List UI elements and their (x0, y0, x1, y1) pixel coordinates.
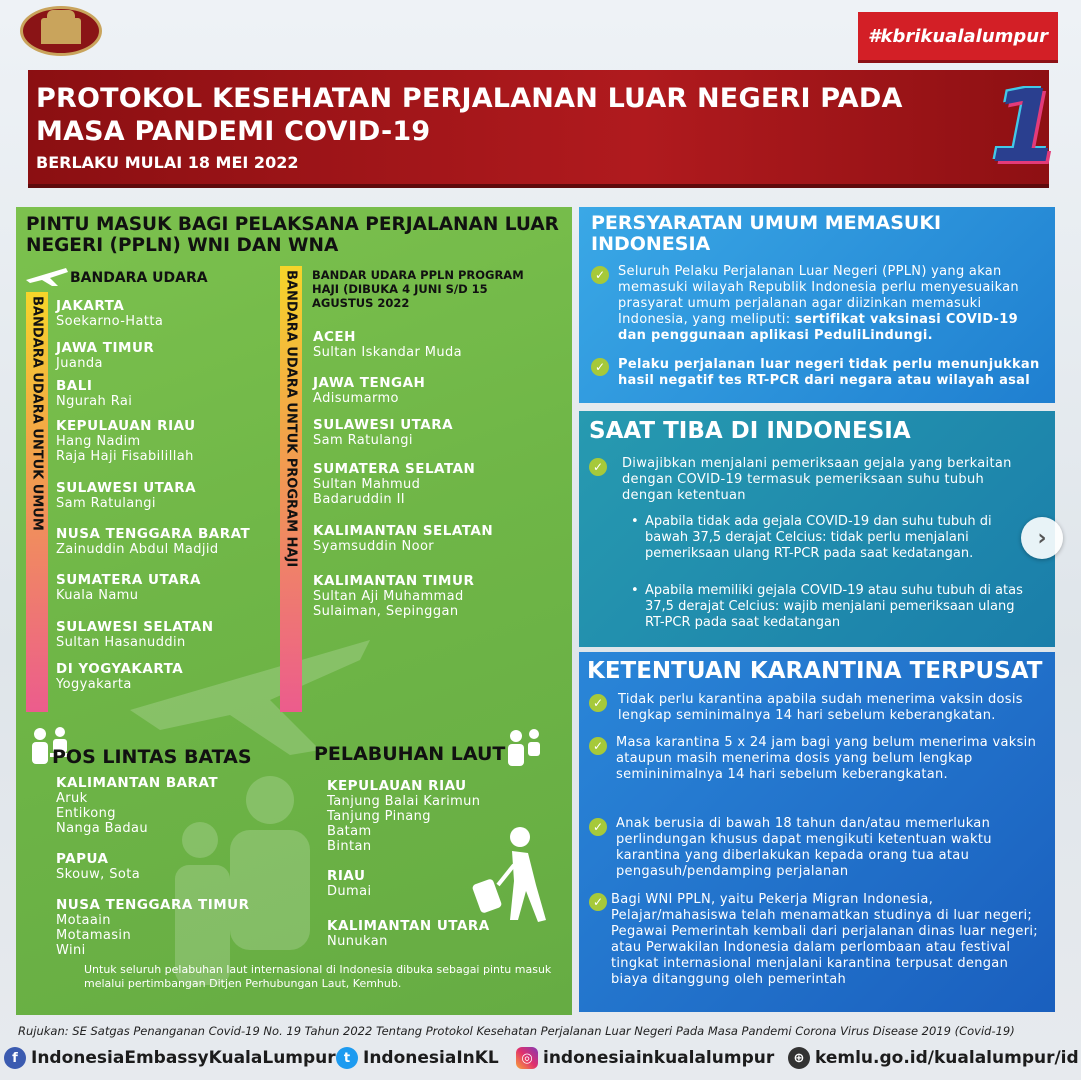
airport-entry (56, 298, 163, 329)
location-region: PAPUA (56, 851, 109, 867)
location-region: NUSA TENGGARA BARAT (56, 526, 251, 542)
location-name: Soekarno-Hatta (56, 314, 164, 329)
page-subtitle: BERLAKU MULAI 18 MEI 2022 (36, 153, 299, 172)
location-name: Hang Nadim Raja Haji Fisabilillah (56, 434, 194, 464)
airports-heading: BANDARA UDARA (70, 270, 208, 286)
hajj-airports-heading: BANDAR UDARA PPLN PROGRAM HAJI (DIBUKA 4 JUNI S/D 15 AGUSTUS 2022 (312, 268, 524, 310)
check-icon: ✓ (589, 893, 607, 911)
chevron-right-icon[interactable]: › (1021, 517, 1063, 559)
location-region: JAWA TIMUR (56, 340, 155, 356)
location-name: Skouw, Sota (56, 867, 141, 882)
location-region: RIAU (327, 868, 366, 884)
seaport-note: Untuk seluruh pelabuhan laut internasional di Indonesia dibuka sebagai pintu masuk melalui pertimbangan Ditjen Perhubungan Laut, Kemhub. (84, 963, 552, 990)
location-region: SUMATERA SELATAN (313, 461, 476, 477)
location-region: JAWA TENGAH (313, 375, 426, 391)
quarantine-title: KETENTUAN KARANTINA TERPUSAT (587, 658, 1043, 684)
location-region: KALIMANTAN UTARA (327, 918, 490, 934)
reference-note: Rujukan: SE Satgas Penanganan Covid-19 No. 19 Tahun 2022 Tentang Protokol Kesehatan Perjalanan Luar Negeri Pada Masa Pandemi Corona Virus Disease 2019 (Covid-19) (18, 1024, 1015, 1038)
location-name: Juanda (56, 356, 103, 371)
walking-traveler-icon (470, 825, 550, 925)
page-title: PROTOKOL KESEHATAN PERJALANAN LUAR NEGERI PADA MASA PANDEMI COVID-19 (36, 83, 903, 147)
arrival-title: SAAT TIBA DI INDONESIA (589, 418, 911, 444)
seaport-entry (327, 918, 490, 949)
general-requirement-2: Pelaku perjalanan luar negeri tidak perlu menunjukkan hasil negatif tes RT-PCR dari negara atau wilayah asal (618, 357, 1040, 388)
airport-entry (56, 418, 196, 464)
arrival-bullet-2: • Apabila memiliki gejala COVID-19 atau suhu tubuh di atas 37,5 derajat Celcius: wajib menjalani pemeriksaan ulang RT-PCR pada saat kedatangan (645, 583, 1037, 631)
instagram-link[interactable]: ◎ indonesiainkualalumpur (516, 1047, 774, 1069)
location-name: Sam Ratulangi (56, 496, 156, 511)
seaport-entry (327, 778, 480, 854)
location-region: SULAWESI SELATAN (56, 619, 214, 635)
quarantine-rule-4: Bagi WNI PPLN, yaitu Pekerja Migran Indonesia, Pelajar/mahasiswa telah menamatkan studinya di luar negeri; Pegawai Pemerintah kembali dari perjalanan dinas luar negeri; atau Perwakilan Indonesia dalam perlombaan atau festival tingkat internasional menjalani karantina terpusat dengan biaya ditanggung oleh pemerintah (611, 892, 1038, 987)
hajj-airport-entry (313, 417, 453, 448)
traveler-icon (502, 728, 546, 768)
location-region: BALI (56, 378, 93, 394)
location-name: Tanjung Balai Karimun Tanjung Pinang Batam Bintan (327, 794, 481, 854)
location-name: Aruk Entikong Nanga Badau (56, 791, 149, 836)
location-name: Ngurah Rai (56, 394, 133, 409)
location-region: NUSA TENGGARA TIMUR (56, 897, 250, 913)
general-requirement-1: Seluruh Pelaku Perjalanan Luar Negeri (PPLN) yang akan memasuki wilayah Republik Indonesia perlu menyesuaikan prasyarat umum perjalanan agar diizinkan memasuki Indonesia, yang meliputi: sertifikat vaksinasi COVID-19 dan penggunaan aplikasi PeduliLindungi. (618, 264, 1019, 343)
arrival-requirement: Diwajibkan menjalani pemeriksaan gejala yang berkaitan dengan COVID-19 termasuk pemeriksaan suhu tubuh dengan ketentuan (622, 456, 1012, 503)
hajj-airport-entry (313, 375, 425, 406)
location-region: KALIMANTAN TIMUR (313, 573, 475, 589)
seaport-entry (327, 868, 372, 899)
location-region: SULAWESI UTARA (313, 417, 454, 433)
border-posts-heading: POS LINTAS BATAS (52, 746, 252, 768)
twitter-icon: t (336, 1047, 358, 1069)
location-name: Syamsuddin Noor (313, 539, 435, 554)
location-name: Sultan Hasanuddin (56, 635, 186, 650)
page-number: 1 (990, 68, 1060, 185)
location-name: Zainuddin Abdul Madjid (56, 542, 219, 557)
location-name: Sam Ratulangi (313, 433, 413, 448)
location-region: KALIMANTAN BARAT (56, 775, 219, 791)
airport-entry (56, 619, 214, 650)
location-name: Adisumarmo (313, 391, 399, 406)
bar-hajj-airports: BANDARA UDARA UNTUK PROGRAM HAJI (280, 266, 302, 712)
airport-entry (56, 378, 132, 409)
location-name: Motaain Motamasin Wini (56, 913, 132, 958)
hajj-airport-entry (313, 461, 475, 507)
hajj-airport-entry (313, 573, 474, 619)
globe-icon: ⊕ (788, 1047, 810, 1069)
location-region: SUMATERA UTARA (56, 572, 201, 588)
check-icon: ✓ (589, 458, 607, 476)
location-name: Nunukan (327, 934, 388, 949)
location-region: KEPULAUAN RIAU (327, 778, 467, 794)
arrival-bullet-1: • Apabila tidak ada gejala COVID-19 dan suhu tubuh di bawah 37,5 derajat Celcius: tidak perlu menjalani pemeriksaan ulang RT-PCR pada saat kedatangan. (645, 514, 1037, 562)
check-icon: ✓ (591, 266, 609, 284)
check-icon: ✓ (589, 818, 607, 836)
instagram-icon: ◎ (516, 1047, 538, 1069)
location-region: SULAWESI UTARA (56, 480, 197, 496)
quarantine-rule-2: Masa karantina 5 x 24 jam bagi yang belum menerima vaksin ataupun masih menerima dosis yang belum lengkap semininimalnya 14 hari sebelum keberangkatan. (616, 735, 1037, 782)
location-region: DI YOGYAKARTA (56, 661, 184, 677)
location-name: Sultan Mahmud Badaruddin II (313, 477, 421, 507)
airport-entry (56, 661, 183, 692)
location-region: ACEH (313, 329, 356, 345)
check-icon: ✓ (591, 358, 609, 376)
general-requirements-title: PERSYARATAN UMUM MEMASUKI INDONESIA (591, 212, 942, 255)
check-icon: ✓ (589, 737, 607, 755)
location-name: Dumai (327, 884, 372, 899)
bar-general-airports: BANDARA UDARA UNTUK UMUM (26, 292, 48, 712)
border-post-entry (56, 897, 250, 958)
location-name: Sultan Aji Muhammad Sulaiman, Sepinggan (313, 589, 464, 619)
facebook-icon: f (4, 1047, 26, 1069)
facebook-link[interactable]: f IndonesiaEmbassyKualaLumpur (4, 1047, 336, 1069)
location-region: JAKARTA (56, 298, 125, 314)
entry-points-title: PINTU MASUK BAGI PELAKSANA PERJALANAN LUAR NEGERI (PPLN) WNI DAN WNA (26, 214, 559, 256)
website-link[interactable]: ⊕ kemlu.go.id/kualalumpur/id (788, 1047, 1079, 1069)
location-region: KEPULAUAN RIAU (56, 418, 196, 434)
location-name: Sultan Iskandar Muda (313, 345, 463, 360)
border-post-entry (56, 775, 218, 836)
airport-entry (56, 340, 154, 371)
airplane-icon (24, 264, 70, 288)
quarantine-rule-1: Tidak perlu karantina apabila sudah menerima vaksin dosis lengkap seminimalnya 14 hari sebelum keberangkatan. (618, 692, 1023, 723)
twitter-link[interactable]: t IndonesiaInKL (336, 1047, 499, 1069)
location-region: KALIMANTAN SELATAN (313, 523, 494, 539)
location-name: Kuala Namu (56, 588, 139, 603)
hashtag-badge: #kbrikualalumpur (858, 12, 1058, 60)
seaports-heading: PELABUHAN LAUT (314, 743, 506, 765)
hajj-airport-entry (313, 329, 462, 360)
hajj-airport-entry (313, 523, 493, 554)
check-icon: ✓ (589, 694, 607, 712)
airport-entry (56, 572, 201, 603)
embassy-logo-icon (20, 6, 102, 56)
location-name: Yogyakarta (56, 677, 132, 692)
border-post-entry (56, 851, 140, 882)
airport-entry (56, 480, 196, 511)
airport-entry (56, 526, 250, 557)
quarantine-rule-3: Anak berusia di bawah 18 tahun dan/atau memerlukan perlindungan khusus dapat mengikuti ketentuan waktu karantina yang diberlakukan kepada orang tua atau pengasuh/pendamping perjalanan (616, 816, 992, 879)
